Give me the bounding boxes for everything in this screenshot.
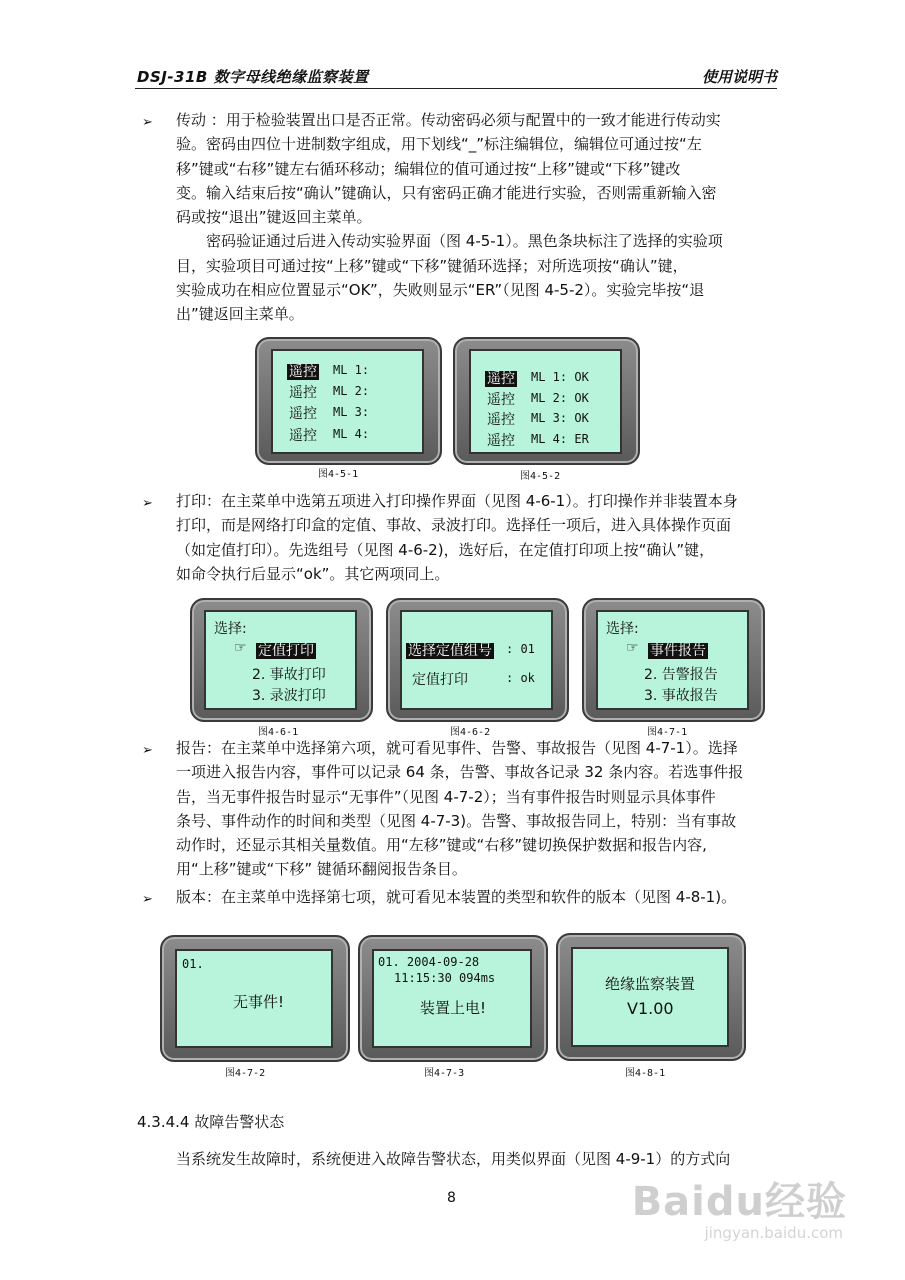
print-status-value: : ok [506, 671, 535, 685]
lcd-screen [271, 349, 424, 454]
text-line: 动作时，还显示其相关量数值。用“左移”键或“右移”键切换保护数据和报告内容, [176, 836, 707, 855]
lcd-screen [571, 947, 729, 1047]
figure-caption: 图4-6-1 [258, 727, 299, 738]
event-message: 装置上电! [420, 999, 487, 1017]
menu-title: 选择: [606, 621, 639, 637]
row-label: 遥控 [487, 433, 515, 449]
lcd-device-4-5-2 [453, 337, 640, 465]
ml-code: ML 1: [531, 370, 568, 384]
text-line: 告，当无事件报告时显示“无事件”（见图 4-7-2）；当有事件报告时则显示具体事件 [176, 787, 716, 806]
text-line: 变。输入结束后按“确认”键确认，只有密码正确才能进行实验，否则需重新输入密 [176, 183, 717, 202]
figure-caption: 图4-7-1 [647, 727, 688, 738]
row-label: 遥控 [289, 428, 317, 444]
figure-caption: 图4-5-1 [318, 469, 359, 480]
text-line: 打印：在主菜单中选第五项进入打印操作界面（见图 4-6-1）。打印操作并非装置本身 [176, 492, 738, 510]
figure-caption: 图4-7-3 [424, 1068, 465, 1079]
transmission-paragraph [176, 108, 780, 327]
bullet-arrow-icon: ➢ [142, 115, 153, 130]
ml-code: ML 4: [531, 432, 568, 446]
menu-item: 3. 录波打印 [252, 688, 326, 704]
pointing-hand-icon: ☞ [626, 640, 639, 656]
event-number: 01. [182, 957, 204, 971]
lcd-screen [204, 610, 357, 710]
menu-item: 2. 告警报告 [644, 667, 718, 683]
result-value: ER [574, 432, 589, 446]
group-number-value: : 01 [506, 642, 535, 656]
section-heading: 4.3.4.4 故障告警状态 [137, 1113, 285, 1131]
bullet-arrow-icon: ➢ [142, 892, 153, 907]
result-value: OK [574, 370, 589, 384]
menu-title: 选择: [214, 621, 247, 637]
print-paragraph [176, 489, 780, 586]
fault-paragraph: 当系统发生故障时，系统便进入故障告警状态，用类似界面（见图 4-9-1）的方式向 [176, 1150, 731, 1168]
text-line: 一项进入报告内容，事件可以记录 64 条，告警、事故各记录 32 条内容。若选事件报 [176, 763, 744, 782]
lcd-device-4-6-1 [190, 598, 373, 722]
text-line: 移”键或“右移”键左右循环移动；编辑位的值可通过按“上移”键或“下移”键改 [176, 159, 681, 178]
ml-code: ML 2: [333, 384, 370, 398]
lcd-screen [596, 610, 749, 710]
figure-caption: 图4-7-2 [225, 1068, 266, 1079]
lcd-screen [400, 610, 553, 710]
header-doc-type: 使用说明书 [701, 68, 777, 86]
row-label: 遥控 [487, 412, 515, 428]
text-line: 密码验证通过后进入传动实验界面（图 4-5-1）。黑色条块标注了选择的实验项 [176, 232, 723, 251]
header-divider [135, 88, 777, 89]
text-line: 版本：在主菜单中选择第七项，就可看见本装置的类型和软件的版本（见图 4-8-1)。 [176, 888, 737, 906]
ml-code: ML 4: [333, 427, 370, 441]
event-message: 无事件! [233, 993, 285, 1011]
selected-menu-item: 事件报告 [650, 643, 706, 659]
event-time: 11:15:30 094ms [394, 971, 496, 985]
header-title: DSJ-31B 数字母线绝缘监察装置 [137, 68, 369, 86]
lcd-device-4-7-1 [582, 598, 765, 722]
ml-code: ML 1: [333, 363, 370, 377]
report-paragraph [176, 736, 780, 882]
bullet-arrow-icon: ➢ [142, 496, 153, 511]
text-line: 码或按“退出”键返回主菜单。 [176, 208, 372, 227]
figure-caption: 图4-8-1 [625, 1068, 666, 1079]
bullet-arrow-icon: ➢ [142, 743, 153, 758]
text-line: （如定值打印）。先选组号（见图 4-6-2)，选好后，在定值打印项上按“确认”键， [176, 540, 715, 559]
ml-code: ML 3: [531, 411, 568, 425]
event-date: 01. 2004-09-28 [378, 955, 480, 969]
text-line: 实验成功在相应位置显示“OK”，失败则显示“ER”（见图 4-5-2）。实验完毕按“退 [176, 281, 705, 300]
lcd-screen [469, 349, 622, 454]
ml-code: ML 2: [531, 391, 568, 405]
result-value: OK [574, 411, 589, 425]
text-line: 打印，而是网络打印盒的定值、事故、录波打印。选择任一项后，进入具体操作页面 [176, 516, 732, 535]
row-label: 遥控 [289, 385, 317, 401]
pointing-hand-icon: ☞ [234, 640, 247, 656]
selected-field-label: 选择定值组号 [408, 643, 492, 659]
text-line: 验。密码由四位十进制数字组成，用下划线“_”标注编辑位，编辑位可通过按“左 [176, 135, 702, 154]
text-line: 传动 ：用于检验装置出口是否正常。传动密码必须与配置中的一致才能进行传动实 [176, 111, 721, 129]
lcd-device-4-8-1 [556, 933, 746, 1061]
lcd-device-4-6-2 [386, 598, 569, 722]
menu-item: 2. 事故打印 [252, 667, 326, 683]
text-line: 出”键返回主菜单。 [176, 305, 304, 324]
baidu-watermark-logo: Baidu经验 [631, 1179, 847, 1225]
text-line: 如命令执行后显示“ok”。其它两项同上。 [176, 564, 450, 583]
lcd-device-4-5-1 [255, 337, 442, 465]
text-line: 用“上移”键或“下移” 键循环翻阅报告条目。 [176, 860, 467, 879]
figure-caption: 图4-5-2 [520, 471, 561, 482]
device-name: 绝缘监察装置 [605, 975, 696, 993]
watermark-url: jingyan.baidu.com [704, 1224, 843, 1242]
ml-code: ML 3: [333, 405, 370, 419]
selected-menu-item: 定值打印 [258, 643, 314, 659]
text-line: 目，实验项目可通过按“上移”键或“下移”键循环选择；对所选项按“确认”键， [176, 256, 688, 275]
text-line: 报告：在主菜单中选择第六项，就可看见事件、告警、事故报告（见图 4-7-1）。选择 [176, 739, 738, 757]
selected-item: 遥控 [487, 371, 515, 387]
row-label: 遥控 [289, 406, 317, 422]
field-label: 定值打印 [412, 672, 468, 688]
menu-item: 3. 事故报告 [644, 688, 718, 704]
lcd-screen [175, 949, 333, 1048]
lcd-device-4-7-2 [160, 935, 350, 1062]
page-number: 8 [447, 1190, 456, 1206]
figure-caption: 图4-6-2 [450, 727, 491, 738]
row-label: 遥控 [487, 392, 515, 408]
selected-item: 遥控 [289, 364, 317, 380]
result-value: OK [574, 391, 589, 405]
version-paragraph [176, 885, 786, 909]
software-version: V1.00 [627, 999, 674, 1018]
lcd-device-4-7-3 [358, 935, 548, 1062]
lcd-screen [372, 949, 532, 1048]
text-line: 条号、事件动作的时间和类型（见图 4-7-3)。告警、事故报告同上，特别：当有事故 [176, 811, 737, 830]
